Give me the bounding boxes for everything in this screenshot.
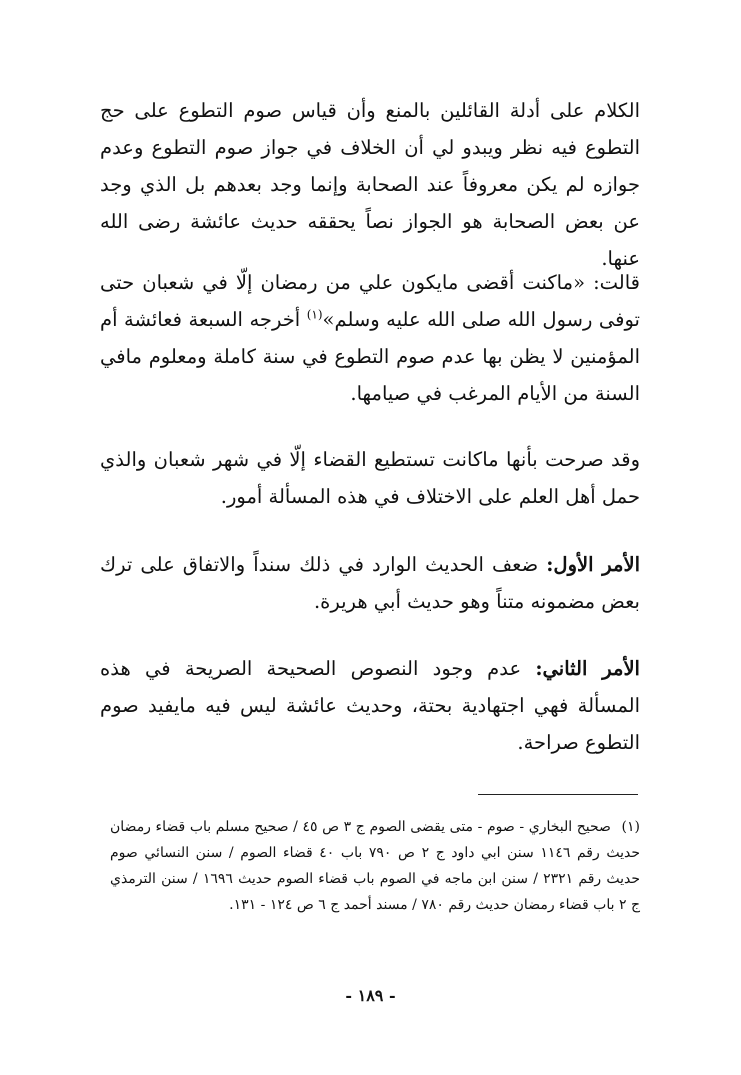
footnote-reference-1: (١) — [306, 307, 323, 322]
second-matter-heading: الأمر الثاني: — [535, 657, 640, 680]
footnote-divider — [478, 794, 638, 795]
first-matter-heading: الأمر الأول: — [546, 553, 640, 576]
paragraph-1 — [100, 92, 640, 277]
page-number: - ١٨٩ - — [345, 986, 396, 1005]
paragraph-2 — [100, 264, 640, 412]
paragraph-2-text-before-ref: قالت: «ماكنت أقضى مايكون علي من رمضان إلّا في شعبان حتى توفى رسول الله صلى الله عليه وسلم» — [100, 271, 640, 331]
footnote-text: صحيح البخاري - صوم - متى يقضى الصوم ج ٣ ص ٤٥ / صحيح مسلم باب قضاء رمضان حديث رقم ١١٤٦ سنن ابي داود ج ٢ ص ٧٩٠ باب ٤٠ قضاء الصوم / سنن النسائي صوم حديث رقم ٢٣٢١ / سنن ابن ماجه في الصوم باب قضاء الصوم حديث ١٦٩٦ / سنن الترمذي ج ٢ باب قضاء رمضان حديث رقم ٧٨٠ / مسند أحمد ج ٦ ص ١٢٤ - ١٣١. — [110, 819, 641, 913]
paragraph-1-text: الكلام على أدلة القائلين بالمنع وأن قياس صوم التطوع على حج التطوع فيه نظر ويبدو لي أن الخلاف في جواز صوم التطوع وعدم جوازه لم يكن معروفاً عند الصحابة وإنما وجد بعدهم بل الذي وجد عن بعض الصحابة هو الجواز نصاً يحققه حديث عائشة رضى الله عنها. — [100, 99, 640, 270]
paragraph-4-text: ضعف الحديث الوارد في ذلك سنداً والاتفاق على ترك بعض مضمونه متناً وهو حديث أبي هريرة. — [100, 553, 640, 613]
paragraph-3-text: وقد صرحت بأنها ماكانت تستطيع القضاء إلّا في شهر شعبان والذي حمل أهل العلم على الاختلاف في هذه المسألة أمور. — [100, 448, 640, 508]
footnote-1 — [110, 814, 640, 918]
paragraph-2-text-after-ref: أخرجه السبعة فعائشة أم المؤمنين لا يظن بها عدم صوم التطوع في سنة كاملة ومعلوم مافي السنة من الأيام المرغب في صيامها. — [100, 308, 640, 405]
paragraph-3 — [100, 441, 640, 515]
footnote-number: (١) — [621, 819, 641, 835]
paragraph-4 — [100, 546, 640, 620]
paragraph-5-text: عدم وجود النصوص الصحيحة الصريحة في هذه المسألة فهي اجتهادية بحتة، وحديث عائشة ليس فيه مايفيد صوم التطوع صراحة. — [100, 657, 640, 754]
paragraph-5 — [100, 650, 640, 761]
